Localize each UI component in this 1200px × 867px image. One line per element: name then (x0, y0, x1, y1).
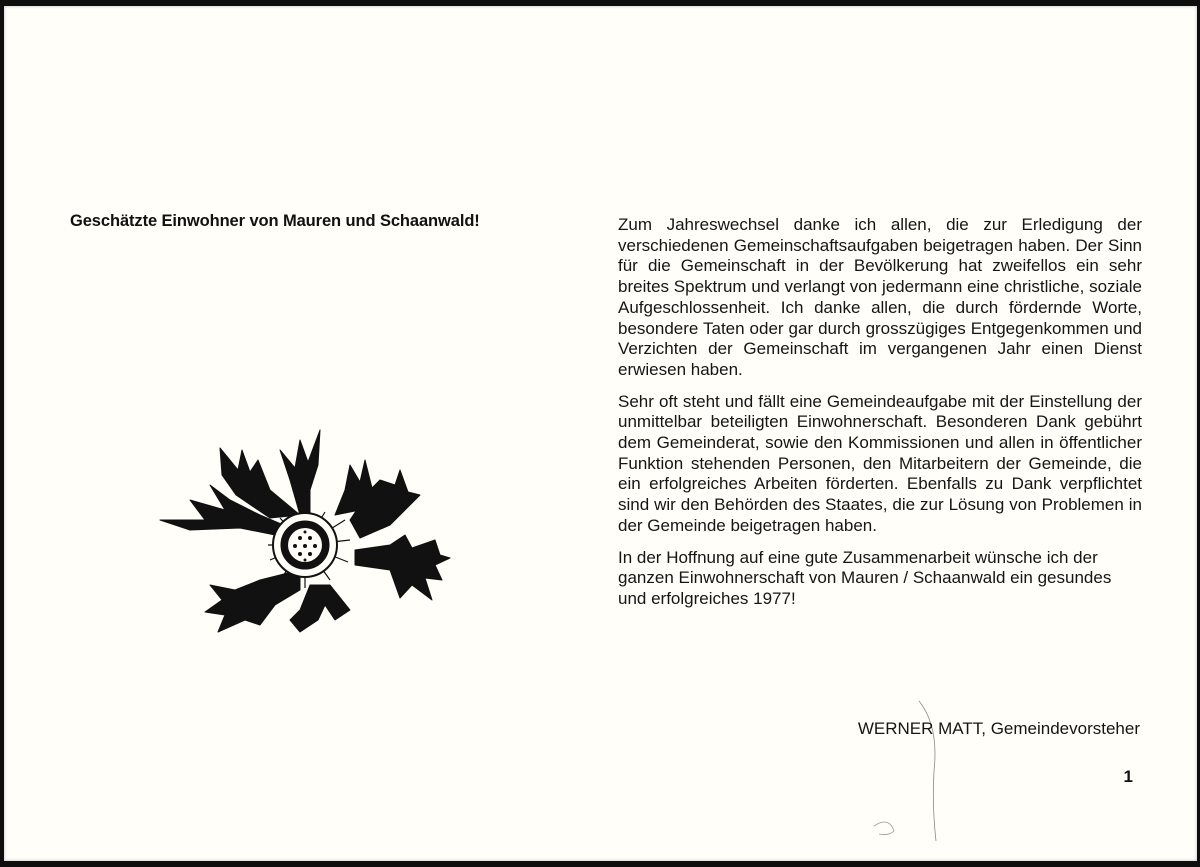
paragraph-1: Zum Jahreswechsel danke ich allen, die zur Erledigung der verschiedenen Gemeinschaftsaufgaben beigetragen haben. Der Sinn für die Gemeinschaft in der Bevölkerung hat zweifellos ein sehr breites Spektrum und verlangt von jedermann eine christliche, soziale Aufgeschlossenheit. Ich danke allen, die durch fördernde Worte, besondere Taten oder gar durch grosszügiges Entgegenkommen und Verzichten der Gemeinschaft im vergangenen Jahr einen Dienst erwiesen haben. (618, 215, 1142, 379)
letter-heading: Geschätzte Einwohner von Mauren und Schaanwald! (70, 212, 480, 230)
page-number: 1 (1123, 767, 1133, 786)
letter-page (4, 6, 1197, 861)
paragraph-2: Sehr oft steht und fällt eine Gemeindeaufgabe mit der Einstellung der unmittelbar beteiligten Einwohnerschaft. Besonderen Dank gebührt dem Gemeinderat, sowie den Kommissionen und allen in öffentlicher Funktion stehenden Personen, den Mitarbeitern der Gemeinde, die ein erfolgreiches Arbeiten förderten. Ebenfalls zu Dank verpflichtet sind wir den Behörden des Staates, die zur Lösung von Problemen in der Gemeinde beigetragen haben. (618, 391, 1142, 535)
paragraph-3: In der Hoffnung auf eine gute Zusammenarbeit wünsche ich der ganzen Einwohnerschaft von Mauren / Schaanwald ein gesundes und erfolgreiches 1977! (618, 547, 1112, 608)
thistle-icon (150, 420, 458, 638)
letter-body (618, 215, 1142, 621)
signature: WERNER MATT, Gemeindevorsteher (857, 719, 1140, 738)
